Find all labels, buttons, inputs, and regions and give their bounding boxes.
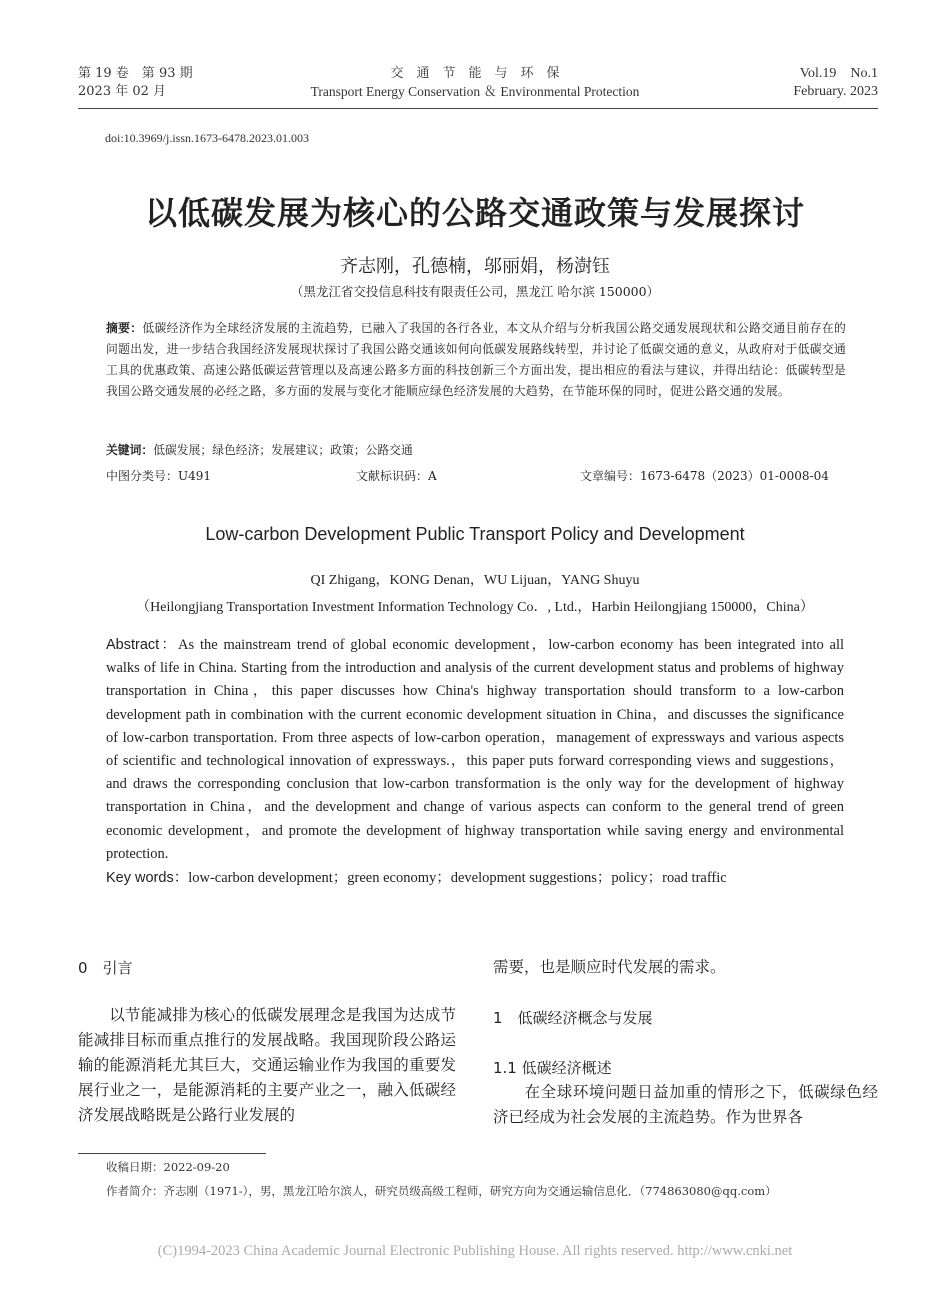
- header-date-cn: 2023 年 02 月: [78, 84, 167, 99]
- section-0-heading: 0 引言: [78, 959, 133, 977]
- section-0-paragraph: [78, 1003, 456, 1128]
- section-1-1-heading: 1.1 低碳经济概述: [493, 1059, 612, 1077]
- header-journal-cn: 交 通 节 能 与 环 保: [390, 66, 560, 81]
- keywords-cn-text: 低碳发展；绿色经济；发展建议；政策；公路交通: [153, 443, 413, 457]
- section-1-1-text: 在全球环境问题日益加重的情形之下，低碳绿色经济已经成为社会发展的主流趋势。作为世界各: [493, 1083, 878, 1126]
- header-date-en: February. 2023: [793, 84, 878, 99]
- keywords-cn-label: 关键词：: [106, 443, 154, 457]
- header-volume-issue-en: Vol.19 No.1: [799, 66, 878, 81]
- abstract-cn-text: 低碳经济作为全球经济发展的主流趋势，已融入了我国的各行各业，本文从介绍与分析我国公路交通发展现状和公路交通目前存在的问题出发，进一步结合我国经济发展现状探讨了我国公路交通该如何向低碳发展路线转型，并讨论了低碳交通的意义，从政府对于低碳交通工具的优惠政策、高速公路低碳运营管理以及高速公路多方面的科技创新三个方面出发，提出相应的看法与建议，并得出结论：低碳转型是我国公路交通发展的必经之路，多方面的发展与变化才能顺应绿色经济发展的大趋势，在节能环保的同时，促进公路交通的发展。: [106, 321, 846, 398]
- abstract-cn-label: 摘要：: [106, 321, 143, 335]
- article-number: 文章编号：1673-6478（2023）01-0008-04: [580, 469, 829, 483]
- section-1-heading: 1 低碳经济概念与发展: [493, 1009, 653, 1027]
- affiliation-cn: （黑龙江省交投信息科技有限责任公司，黑龙江 哈尔滨 150000）: [290, 284, 660, 299]
- header-journal-en: Transport Energy Conservation ＆ Environmental Protection: [310, 84, 640, 99]
- section-0-text: 以节能减排为核心的低碳发展理念是我国为达成节能减排目标而重点推行的发展战略。我国现阶段公路运输的能源消耗尤其巨大，交通运输业作为我国的重要发展行业之一，是能源消耗的主要产业之一，融入低碳经济发展战略既是公路行业发展的: [78, 1006, 456, 1124]
- paper-title-cn: 以低碳发展为核心的公路交通政策与发展探讨: [144, 194, 805, 232]
- keywords-en: [106, 866, 727, 887]
- keywords-en-label: Key words: [106, 870, 174, 886]
- paper-title-en: Low-carbon Development Public Transport Policy and Development: [205, 524, 745, 544]
- abstract-en-sep: ：: [159, 637, 179, 653]
- keywords-cn: [106, 441, 413, 458]
- authors-cn: 齐志刚，孔德楠，邬丽娟，杨澍钰: [340, 256, 610, 277]
- header-volume-issue-cn: 第 19 卷 第 93 期: [78, 66, 193, 81]
- document-code: 文献标识码：A: [356, 469, 437, 483]
- abstract-en: [106, 634, 844, 866]
- abstract-cn: [106, 318, 846, 402]
- abstract-en-label: Abstract: [106, 637, 160, 653]
- section-1-1-paragraph: [493, 1080, 878, 1130]
- doi: doi:10.3969/j.issn.1673-6478.2023.01.003: [105, 131, 310, 145]
- section-0-continuation: 需要，也是顺应时代发展的需求。: [493, 958, 726, 976]
- keywords-en-sep: ：: [173, 870, 189, 886]
- footnote-received: 收稿日期：2022-09-20: [106, 1160, 230, 1174]
- affiliation-en: （Heilongjiang Transportation Investment Information Technology Co．, Ltd.，Harbin Heilongjiang 150000，China）: [136, 600, 814, 615]
- clc-number: 中图分类号：U491: [106, 469, 212, 483]
- authors-en: QI Zhigang，KONG Denan，WU Lijuan，YANG Shuyu: [310, 573, 640, 588]
- header-rule: [78, 108, 878, 109]
- footnote-author-bio: 作者简介：齐志刚（1971-），男，黑龙江哈尔滨人，研究员级高级工程师，研究方向为交通运输信息化．（774863080@qq.com）: [106, 1184, 777, 1198]
- abstract-en-text: As the mainstream trend of global economic development，low-carbon economy has been integrated into all walks of life in China. Starting from the introduction and analysis of the current development status and problems of highway transportation in China，this paper discusses how China's highway transportation should transform to a low-carbon development path in combination with the current economic development situation in China，and discusses the significance of low-carbon transportation. From three aspects of low-carbon operation，management of expressways and various aspects of scientific and technological innovation of expressways.，this paper puts forward corresponding views and suggestions，and draws the corresponding conclusion that low-carbon transformation is the only way for the development of highway transportation in China，and the development and change of various aspects can conform to the general trend of green economic development，and promote the development of highway transportation while saving energy and environmental protection.: [106, 637, 845, 862]
- keywords-en-text: low-carbon development；green economy；development suggestions；policy；road traffic: [188, 870, 727, 886]
- copyright-line: (C)1994-2023 China Academic Journal Electronic Publishing House. All rights reserved. http://www.cnki.net: [157, 1243, 793, 1259]
- footnote-rule: [78, 1153, 266, 1154]
